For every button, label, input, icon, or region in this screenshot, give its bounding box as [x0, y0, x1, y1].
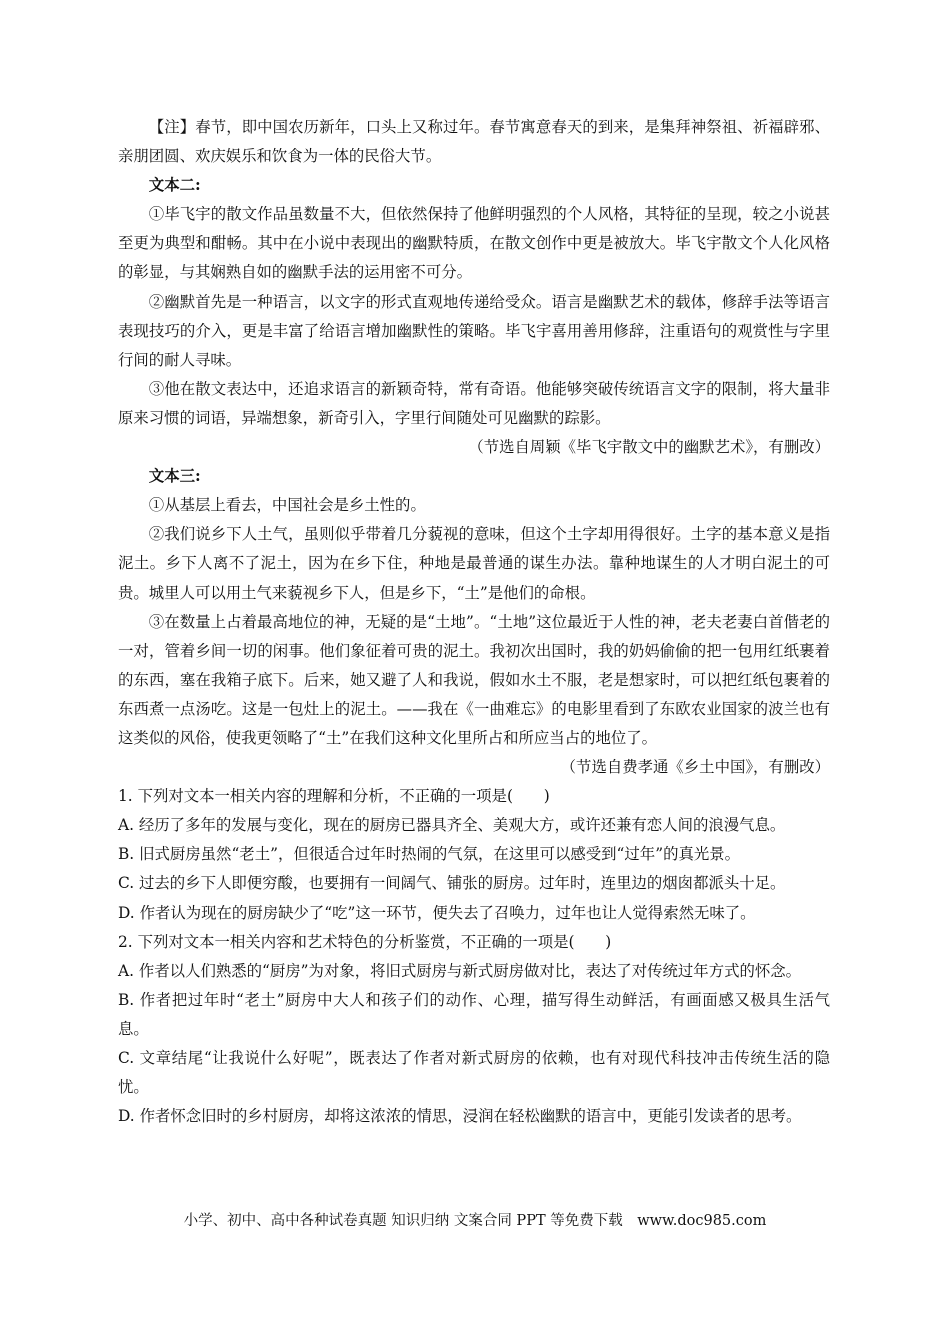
question-2-option-c: C. 文章结尾“让我说什么好呢”，既表达了作者对新式厨房的依赖，也有对现代科技冲击传统生活的隐忧。 — [118, 1049, 830, 1097]
page-footer: 小学、初中、高中各种试卷真题 知识归纳 文案合同 PPT 等免费下载 www.doc985.com — [183, 1213, 767, 1229]
text3-heading: 文本三: — [148, 467, 201, 486]
question-2-option-d: D. 作者怀念旧时的乡村厨房，却将这浓浓的情思，浸润在轻松幽默的语言中，更能引发读者的思考。 — [118, 1107, 802, 1126]
text3-paragraph-3: ③在数量上占着最高地位的神，无疑的是“土地”。“土地”这位最近于人性的神，老夫老妻白首偕老的一对，管着乡间一切的闲事。他们象征着可贵的泥土。我初次出国时，我的奶妈偷偷的把一包用红纸裹着的东西，塞在我箱子底下。后来，她又避了人和我说，假如水土不服，老是想家时，可以把红纸包裹着的东西煮一点汤吃。这是一包灶上的泥土。——我在《一曲难忘》的电影里看到了东欧农业国家的波兰也有这类似的风俗，使我更领略了“土”在我们这种文化里所占和所应当占的地位了。 — [118, 612, 830, 747]
question-1-option-c: C. 过去的乡下人即便穷酸，也要拥有一间阔气、铺张的厨房。过年时，连里边的烟囱都派头十足。 — [118, 874, 786, 893]
question-1-option-a: A. 经历了多年的发展与变化，现在的厨房已器具齐全、美观大方，或许还兼有恋人间的浪漫气息。 — [118, 816, 786, 835]
text2-source: （节选自周颖《毕飞宇散文中的幽默艺术》，有删改） — [468, 438, 830, 457]
text2-paragraph-3: ③他在散文表达中，还追求语言的新颖奇特，常有奇语。他能够突破传统语言文字的限制，将大量非原来习惯的词语，异端想象，新奇引入，字里行间随处可见幽默的踪影。 — [118, 379, 830, 427]
question-2-stem: 2. 下列对文本一相关内容和艺术特色的分析鉴赏，不正确的一项是( ) — [118, 932, 612, 951]
document-page — [118, 113, 830, 1131]
question-2-option-b: B. 作者把过年时“老土”厨房中大人和孩子们的动作、心理，描写得生动鲜活，有画面感又极具生活气息。 — [118, 990, 830, 1038]
text3-paragraph-1: ①从基层上看去，中国社会是乡土性的。 — [148, 496, 426, 515]
note-paragraph: 【注】春节，即中国农历新年，口头上又称过年。春节寓意春天的到来，是集拜神祭祖、祈福辟邪、亲朋团圆、欢庆娱乐和饮食为一体的民俗大节。 — [118, 118, 830, 166]
text2-heading: 文本二: — [148, 176, 201, 195]
text3-source: （节选自费孝通《乡土中国》，有删改） — [560, 758, 830, 777]
text2-paragraph-1: ①毕飞宇的散文作品虽数量不大，但依然保持了他鲜明强烈的个人风格，其特征的呈现，较之小说甚至更为典型和酣畅。其中在小说中表现出的幽默特质，在散文创作中更是被放大。毕飞宇散文个人化风格的彰显，与其娴熟自如的幽默手法的运用密不可分。 — [118, 205, 830, 282]
question-1-stem: 1. 下列对文本一相关内容的理解和分析，不正确的一项是( ) — [118, 787, 550, 806]
text2-paragraph-2: ②幽默首先是一种语言，以文字的形式直观地传递给受众。语言是幽默艺术的载体，修辞手法等语言表现技巧的介入，更是丰富了给语言增加幽默性的策略。毕飞宇喜用善用修辞，注重语句的观赏性与字里行间的耐人寻味。 — [118, 292, 830, 369]
text3-paragraph-2: ②我们说乡下人土气，虽则似乎带着几分藐视的意味，但这个土字却用得很好。土字的基本意义是指泥土。乡下人离不了泥土，因为在乡下住，种地是最普通的谋生办法。靠种地谋生的人才明白泥土的可贵。城里人可以用土气来藐视乡下人，但是乡下，“土”是他们的命根。 — [118, 525, 830, 602]
question-2-option-a: A. 作者以人们熟悉的“厨房”为对象，将旧式厨房与新式厨房做对比，表达了对传统过年方式的怀念。 — [118, 961, 802, 980]
question-1-option-d: D. 作者认为现在的厨房缺少了“吃”这一环节，便失去了召唤力，过年也让人觉得索然无味了。 — [118, 903, 756, 922]
question-1-option-b: B. 旧式厨房虽然“老土”，但很适合过年时热闹的气氛，在这里可以感受到“过年”的真光景。 — [118, 845, 741, 864]
